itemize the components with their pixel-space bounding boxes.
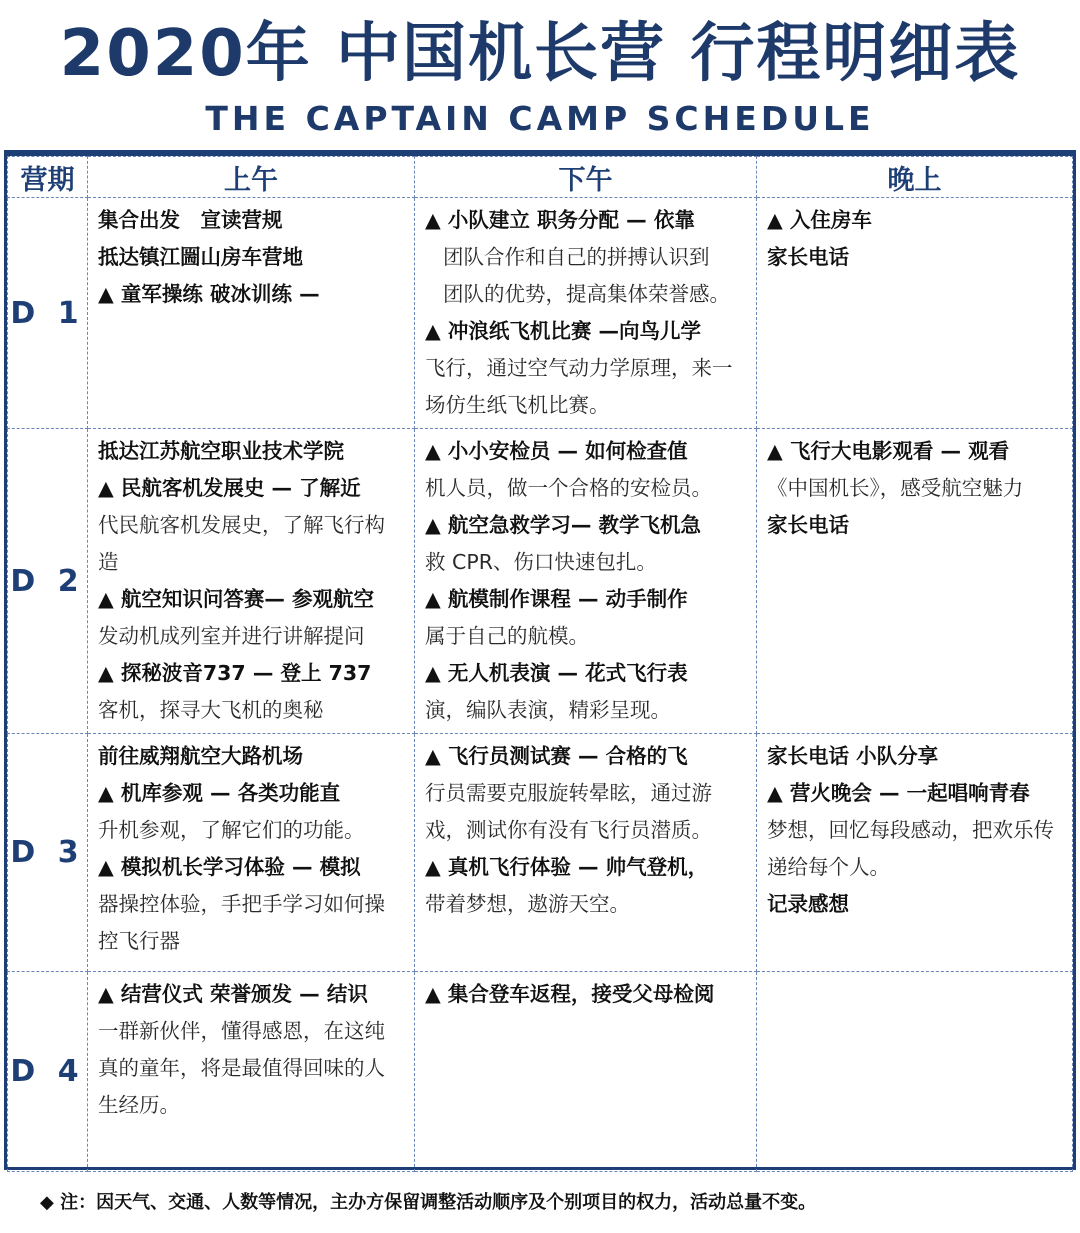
day-label: D 2 <box>8 429 88 734</box>
header-afternoon: 下午 <box>415 157 757 198</box>
activity-line: 器操控体验，手把手学习如何操 <box>98 892 385 916</box>
table-header-row <box>8 157 1073 198</box>
activity-line: ▲ 营火晚会 — 一起唱响青春 <box>767 781 1030 805</box>
activity-line: 团队的优势，提高集体荣誉感。 <box>443 282 730 306</box>
activity-line: ▲ 结营仪式 荣誉颁发 — 结识 <box>98 982 368 1006</box>
day-label: D 3 <box>8 734 88 972</box>
morning-activities <box>88 972 414 1128</box>
afternoon-activities <box>415 734 756 927</box>
activity-line: 《中国机长》，感受航空魅力 <box>767 476 1024 500</box>
activity-line: 造 <box>98 550 119 574</box>
activity-line: ▲ 航空知识问答赛— 参观航空 <box>98 587 375 611</box>
activity-line: 梦想，回忆每段感动，把欢乐传 <box>767 818 1054 842</box>
activity-line: 演，编队表演，精彩呈现。 <box>425 698 671 722</box>
morning-cell <box>88 198 415 429</box>
activity-line: ▲ 民航客机发展史 — 了解近 <box>98 476 361 500</box>
morning-cell <box>88 429 415 734</box>
activity-line: 机人员，做一个合格的安检员。 <box>425 476 712 500</box>
activity-line: 抵达江苏航空职业技术学院 <box>98 439 344 463</box>
day-label: D 1 <box>8 198 88 429</box>
activity-line: 团队合作和自己的拼搏认识到 <box>443 245 710 269</box>
activity-line: 属于自己的航模。 <box>425 624 589 648</box>
footnote: ◆ 注：因天气、交通、人数等情况，主办方保留调整活动顺序及个别项目的权力，活动总量不变。 <box>40 1192 817 1213</box>
activity-line: 戏，测试你有没有飞行员潜质。 <box>425 818 712 842</box>
afternoon-cell <box>415 429 757 734</box>
activity-line: 记录感想 <box>767 892 849 916</box>
header-morning: 上午 <box>88 157 415 198</box>
page-title: 2020年 中国机长营 行程明细表 <box>59 17 1021 91</box>
evening-activities <box>757 734 1072 927</box>
table-row <box>8 429 1073 734</box>
header-period: 营期 <box>8 157 88 198</box>
activity-line: ▲ 模拟机长学习体验 — 模拟 <box>98 855 361 879</box>
activity-line: 场仿生纸飞机比赛。 <box>425 393 610 417</box>
morning-activities <box>88 429 414 733</box>
activity-line: ▲ 探秘波音737 — 登上 737 <box>98 661 372 685</box>
activity-line: 抵达镇江圌山房车营地 <box>98 245 303 269</box>
evening-activities <box>757 972 1072 980</box>
table-row <box>8 734 1073 972</box>
morning-activities <box>88 198 414 317</box>
activity-line: 救 CPR、伤口快速包扎。 <box>425 550 657 574</box>
day-label: D 4 <box>8 972 88 1172</box>
afternoon-cell <box>415 972 757 1172</box>
activity-line: 代民航客机发展史，了解飞行构 <box>98 513 385 537</box>
activity-line: 前往威翔航空大路机场 <box>98 744 303 768</box>
activity-line: 家长电话 小队分享 <box>767 744 939 768</box>
activity-line: 递给每个人。 <box>767 855 890 879</box>
afternoon-activities <box>415 429 756 733</box>
activity-line: ▲ 小队建立 职务分配 — 依靠 <box>425 208 695 232</box>
activity-line: 控飞行器 <box>98 929 180 953</box>
activity-line: 客机，探寻大飞机的奥秘 <box>98 698 324 722</box>
activity-line: 家长电话 <box>767 245 849 269</box>
activity-line: ▲ 航模制作课程 — 动手制作 <box>425 587 688 611</box>
morning-cell <box>88 734 415 972</box>
activity-line: 真的童年，将是最值得回味的人 <box>98 1056 385 1080</box>
activity-line: ▲ 机库参观 — 各类功能直 <box>98 781 341 805</box>
table-row <box>8 198 1073 429</box>
activity-line: ▲ 冲浪纸飞机比赛 —向鸟儿学 <box>425 319 702 343</box>
activity-line: ▲ 小小安检员 — 如何检查值 <box>425 439 688 463</box>
morning-cell <box>88 972 415 1172</box>
activity-line: ▲ 飞行大电影观看 — 观看 <box>767 439 1010 463</box>
activity-line: ▲ 无人机表演 — 花式飞行表 <box>425 661 688 685</box>
activity-line: ▲ 飞行员测试赛 — 合格的飞 <box>425 744 688 768</box>
activity-line: ▲ 童军操练 破冰训练 — <box>98 282 320 306</box>
page-subtitle: THE CAPTAIN CAMP SCHEDULE <box>205 99 875 138</box>
activity-line: ▲ 真机飞行体验 — 帅气登机， <box>425 855 709 879</box>
activity-line: 集合出发 宣读营规 <box>98 208 283 232</box>
activity-line: ▲ 集合登车返程，接受父母检阅 <box>425 982 715 1006</box>
afternoon-activities <box>415 198 756 428</box>
activity-line: 生经历。 <box>98 1093 180 1117</box>
evening-cell <box>757 198 1073 429</box>
activity-line: ▲ 入住房车 <box>767 208 872 232</box>
activity-line: 一群新伙伴，懂得感恩，在这纯 <box>98 1019 385 1043</box>
header-evening: 晚上 <box>757 157 1073 198</box>
evening-cell <box>757 734 1073 972</box>
evening-cell <box>757 429 1073 734</box>
morning-activities <box>88 734 414 964</box>
afternoon-cell <box>415 198 757 429</box>
activity-line: 发动机成列室并进行讲解提问 <box>98 624 365 648</box>
afternoon-cell <box>415 734 757 972</box>
afternoon-activities <box>415 972 756 1017</box>
activity-line: 带着梦想，遨游天空。 <box>425 892 630 916</box>
evening-activities <box>757 429 1072 548</box>
evening-activities <box>757 198 1072 280</box>
schedule-table <box>4 150 1076 1170</box>
activity-line: 升机参观，了解它们的功能。 <box>98 818 365 842</box>
table-row <box>8 972 1073 1172</box>
activity-line: 飞行，通过空气动力学原理，来一 <box>425 356 733 380</box>
activity-line: 家长电话 <box>767 513 849 537</box>
activity-line: 行员需要克服旋转晕眩，通过游 <box>425 781 712 805</box>
evening-cell <box>757 972 1073 1172</box>
activity-line: ▲ 航空急救学习— 教学飞机急 <box>425 513 702 537</box>
